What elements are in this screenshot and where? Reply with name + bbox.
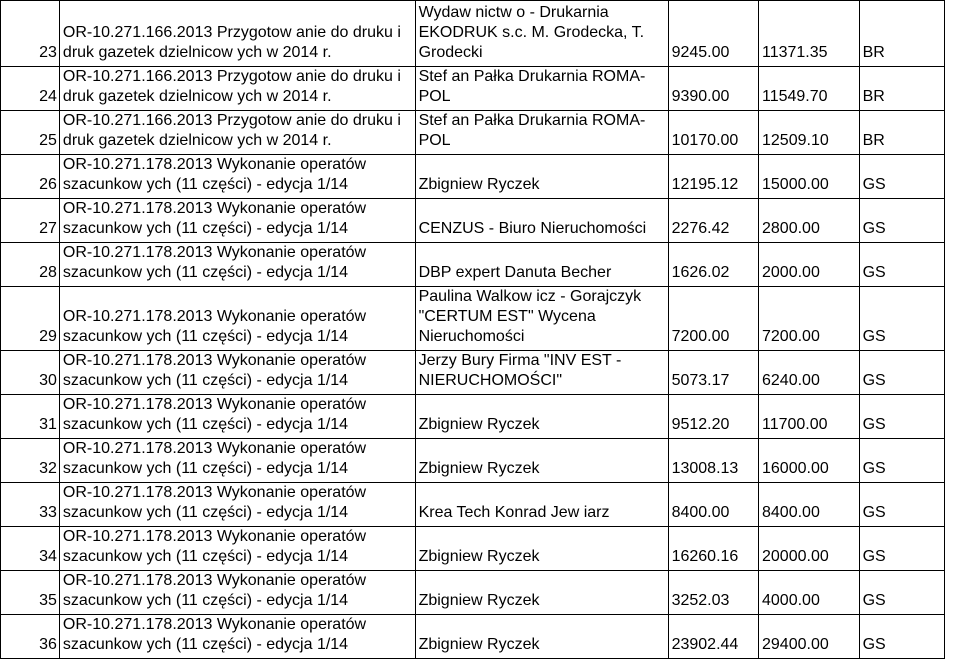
row-contractor [415, 155, 668, 199]
row-number: 36 [1, 615, 60, 659]
row-net-amount: 9390.00 [668, 67, 758, 111]
row-number: 33 [1, 483, 60, 527]
row-description [59, 351, 415, 395]
row-dept-code: GS [859, 243, 944, 287]
table-row [1, 1, 945, 67]
row-gross-amount: 6240.00 [759, 351, 860, 395]
description-line: OR-10.271.166.2013 Przygotow anie do druku i [62, 24, 401, 41]
row-net-amount: 23902.44 [668, 615, 758, 659]
description-line: OR-10.271.178.2013 Wykonanie operatów [62, 528, 367, 545]
row-description [59, 199, 415, 243]
table-body [1, 1, 945, 659]
row-contractor [415, 243, 668, 287]
description-line: OR-10.271.178.2013 Wykonanie operatów [62, 484, 367, 501]
table-row [1, 395, 945, 439]
row-contractor [415, 67, 668, 111]
row-number: 35 [1, 571, 60, 615]
row-contractor [415, 199, 668, 243]
table-row [1, 351, 945, 395]
row-gross-amount: 2000.00 [759, 243, 860, 287]
row-dept-code: GS [859, 395, 944, 439]
row-gross-amount: 8400.00 [759, 483, 860, 527]
row-contractor [415, 395, 668, 439]
table-row [1, 571, 945, 615]
description-line: szacunkow ych (11 części) - edycja 1/14 [62, 592, 349, 609]
row-number: 34 [1, 527, 60, 571]
description-line: OR-10.271.178.2013 Wykonanie operatów [62, 396, 367, 413]
row-description [59, 155, 415, 199]
row-number: 23 [1, 1, 60, 67]
contractor-line: Stef an Pałka Drukarnia ROMA- [418, 112, 646, 129]
contractor-line: Zbigniew Ryczek [418, 460, 540, 477]
row-net-amount: 13008.13 [668, 439, 758, 483]
row-contractor [415, 483, 668, 527]
row-number: 27 [1, 199, 60, 243]
contractor-line: POL [418, 132, 451, 149]
row-dept-code: GS [859, 527, 944, 571]
table-row [1, 287, 945, 351]
description-line: OR-10.271.178.2013 Wykonanie operatów [62, 616, 367, 633]
row-dept-code: GS [859, 571, 944, 615]
row-number: 25 [1, 111, 60, 155]
row-net-amount: 5073.17 [668, 351, 758, 395]
description-line: szacunkow ych (11 części) - edycja 1/14 [62, 264, 349, 281]
row-dept-code: GS [859, 351, 944, 395]
contractor-line: Krea Tech Konrad Jew iarz [418, 504, 610, 521]
row-contractor [415, 527, 668, 571]
contractor-line: NIERUCHOMOŚCI" [418, 372, 563, 389]
contractor-line: Wydaw nictw o - Drukarnia [418, 4, 609, 21]
description-line: OR-10.271.178.2013 Wykonanie operatów [62, 244, 367, 261]
row-description [59, 243, 415, 287]
row-description [59, 527, 415, 571]
table-row [1, 615, 945, 659]
contractor-line: Zbigniew Ryczek [418, 176, 540, 193]
row-net-amount: 7200.00 [668, 287, 758, 351]
row-description [59, 1, 415, 67]
description-line: OR-10.271.178.2013 Wykonanie operatów [62, 156, 367, 173]
row-description [59, 287, 415, 351]
description-line: OR-10.271.178.2013 Wykonanie operatów [62, 200, 367, 217]
contractor-line: DBP expert Danuta Becher [418, 264, 612, 281]
row-number: 30 [1, 351, 60, 395]
contractor-line: Paulina Walkow icz - Gorajczyk [418, 288, 642, 305]
row-dept-code: BR [859, 1, 944, 67]
description-line: druk gazetek dzielnicow ych w 2014 r. [62, 132, 332, 149]
row-gross-amount: 15000.00 [759, 155, 860, 199]
row-number: 24 [1, 67, 60, 111]
row-dept-code: GS [859, 287, 944, 351]
row-net-amount: 8400.00 [668, 483, 758, 527]
description-line: OR-10.271.178.2013 Wykonanie operatów [62, 440, 367, 457]
row-net-amount: 10170.00 [668, 111, 758, 155]
row-description [59, 67, 415, 111]
row-gross-amount: 29400.00 [759, 615, 860, 659]
row-dept-code: GS [859, 155, 944, 199]
row-contractor [415, 1, 668, 67]
row-net-amount: 16260.16 [668, 527, 758, 571]
contractor-line: Stef an Pałka Drukarnia ROMA- [418, 68, 646, 85]
row-gross-amount: 16000.00 [759, 439, 860, 483]
row-gross-amount: 11700.00 [759, 395, 860, 439]
description-line: OR-10.271.166.2013 Przygotow anie do druku i [62, 112, 401, 129]
description-line: szacunkow ych (11 części) - edycja 1/14 [62, 176, 349, 193]
table-row [1, 439, 945, 483]
description-line: szacunkow ych (11 części) - edycja 1/14 [62, 328, 349, 345]
table-row [1, 111, 945, 155]
row-number: 29 [1, 287, 60, 351]
table-row [1, 155, 945, 199]
table-row [1, 243, 945, 287]
row-gross-amount: 11371.35 [759, 1, 860, 67]
row-contractor [415, 571, 668, 615]
contractor-line: Zbigniew Ryczek [418, 548, 540, 565]
contractor-line: Zbigniew Ryczek [418, 416, 540, 433]
row-net-amount: 9245.00 [668, 1, 758, 67]
description-line: szacunkow ych (11 części) - edycja 1/14 [62, 636, 349, 653]
contractor-line: Zbigniew Ryczek [418, 636, 540, 653]
row-net-amount: 3252.03 [668, 571, 758, 615]
contractor-line: Nieruchomości [418, 328, 525, 345]
row-gross-amount: 2800.00 [759, 199, 860, 243]
description-line: szacunkow ych (11 części) - edycja 1/14 [62, 460, 349, 477]
row-number: 28 [1, 243, 60, 287]
description-line: szacunkow ych (11 części) - edycja 1/14 [62, 220, 349, 237]
row-number: 32 [1, 439, 60, 483]
row-contractor [415, 615, 668, 659]
row-description [59, 395, 415, 439]
row-contractor [415, 287, 668, 351]
table-row [1, 483, 945, 527]
contractor-line: Zbigniew Ryczek [418, 592, 540, 609]
row-contractor [415, 111, 668, 155]
row-dept-code: BR [859, 111, 944, 155]
contractor-line: EKODRUK s.c. M. Grodecka, T. [418, 24, 645, 41]
row-dept-code: GS [859, 483, 944, 527]
row-dept-code: GS [859, 439, 944, 483]
row-gross-amount: 4000.00 [759, 571, 860, 615]
row-dept-code: GS [859, 615, 944, 659]
row-net-amount: 9512.20 [668, 395, 758, 439]
contractor-line: Jerzy Bury Firma "INV EST - [418, 352, 622, 369]
row-net-amount: 1626.02 [668, 243, 758, 287]
row-number: 31 [1, 395, 60, 439]
description-line: szacunkow ych (11 części) - edycja 1/14 [62, 504, 349, 521]
table-row [1, 67, 945, 111]
row-gross-amount: 7200.00 [759, 287, 860, 351]
row-gross-amount: 12509.10 [759, 111, 860, 155]
row-gross-amount: 11549.70 [759, 67, 860, 111]
row-number: 26 [1, 155, 60, 199]
description-line: druk gazetek dzielnicow ych w 2014 r. [62, 88, 332, 105]
row-net-amount: 12195.12 [668, 155, 758, 199]
contractor-line: CENZUS - Biuro Nieruchomości [418, 220, 647, 237]
row-description [59, 111, 415, 155]
description-line: szacunkow ych (11 części) - edycja 1/14 [62, 416, 349, 433]
description-line: szacunkow ych (11 części) - edycja 1/14 [62, 548, 349, 565]
description-line: druk gazetek dzielnicow ych w 2014 r. [62, 44, 332, 61]
description-line: OR-10.271.178.2013 Wykonanie operatów [62, 352, 367, 369]
row-contractor [415, 439, 668, 483]
row-description [59, 571, 415, 615]
row-net-amount: 2276.42 [668, 199, 758, 243]
row-dept-code: BR [859, 67, 944, 111]
table-row [1, 527, 945, 571]
row-contractor [415, 351, 668, 395]
row-gross-amount: 20000.00 [759, 527, 860, 571]
table-row [1, 199, 945, 243]
description-line: OR-10.271.178.2013 Wykonanie operatów [62, 572, 367, 589]
description-line: OR-10.271.178.2013 Wykonanie operatów [62, 308, 367, 325]
contractor-line: POL [418, 88, 451, 105]
row-description [59, 615, 415, 659]
row-description [59, 483, 415, 527]
contractor-line: Grodecki [418, 44, 483, 61]
row-description [59, 439, 415, 483]
row-dept-code: GS [859, 199, 944, 243]
description-line: szacunkow ych (11 części) - edycja 1/14 [62, 372, 349, 389]
description-line: OR-10.271.166.2013 Przygotow anie do druku i [62, 68, 401, 85]
contractor-line: "CERTUM EST" Wycena [418, 308, 596, 325]
